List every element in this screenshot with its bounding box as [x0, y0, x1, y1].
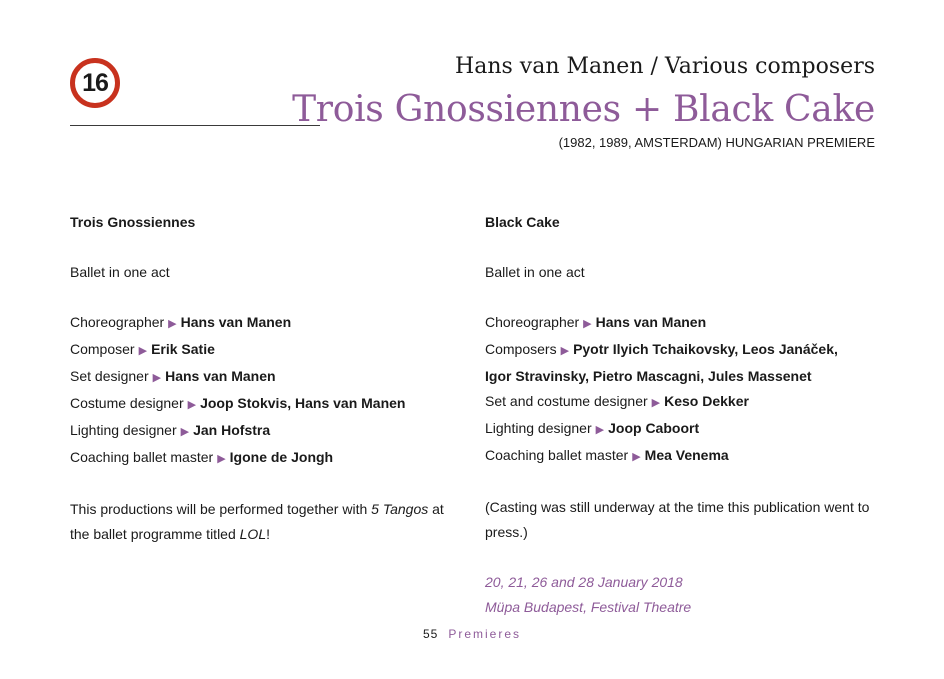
performance-venue: Müpa Budapest, Festival Theatre: [485, 599, 692, 615]
credit-row: [70, 445, 460, 472]
credit-name: Hans van Manen: [180, 314, 292, 330]
credit-row: [70, 337, 460, 364]
header-divider: [70, 125, 320, 126]
page-number-badge: [70, 58, 120, 108]
credit-name: Pyotr Ilyich Tchaikovsky, Leos Janáček,: [573, 341, 838, 357]
credit-name-continued: Igor Stravinsky, Pietro Mascagni, Jules Massenet: [485, 368, 812, 384]
note-title-lol: LOL: [239, 526, 267, 542]
credit-row: [70, 364, 460, 391]
triangle-right-icon: ▶: [560, 345, 570, 357]
performance-dates: 20, 21, 26 and 28 January 2018: [485, 574, 683, 590]
triangle-right-icon: ▶: [180, 426, 190, 438]
credit-role: Choreographer: [485, 314, 580, 330]
credit-row: [485, 443, 880, 470]
triangle-right-icon: ▶: [632, 451, 641, 463]
header-subtitle: (1982, 1989, AMSTERDAM) HUNGARIAN PREMIERE: [558, 135, 875, 150]
credit-row: [70, 391, 460, 418]
credit-role: Set and costume designer: [485, 393, 648, 409]
footer-page-number: 55: [422, 627, 439, 641]
credit-name: Hans van Manen: [165, 368, 276, 384]
left-heading: Trois Gnossiennes: [70, 214, 196, 230]
triangle-right-icon: ▶: [217, 453, 226, 465]
page-footer: [0, 627, 944, 641]
credit-name: Joop Stokvis, Hans van Manen: [200, 395, 406, 411]
credit-row: [485, 416, 880, 443]
right-heading: Black Cake: [485, 214, 560, 230]
credit-role: Composer: [70, 341, 135, 357]
triangle-right-icon: ▶: [187, 399, 197, 411]
credit-name: Igone de Jongh: [229, 449, 334, 465]
triangle-right-icon: ▶: [651, 397, 661, 409]
note-text: This productions will be performed together with: [70, 501, 372, 517]
credit-role: Composers: [485, 341, 557, 357]
triangle-right-icon: ▶: [583, 318, 592, 330]
credit-name: Erik Satie: [151, 341, 215, 357]
triangle-right-icon: ▶: [595, 424, 605, 436]
triangle-right-icon: ▶: [168, 318, 177, 330]
triangle-right-icon: ▶: [138, 345, 148, 357]
credit-role: Costume designer: [70, 395, 184, 411]
left-column: [70, 210, 460, 547]
credit-row: [485, 389, 880, 416]
credit-role: Coaching ballet master: [485, 447, 629, 463]
credit-role: Lighting designer: [485, 420, 592, 436]
credit-role: Lighting designer: [70, 422, 177, 438]
credit-role: Choreographer: [70, 314, 165, 330]
credit-name: Mea Venema: [644, 447, 729, 463]
triangle-right-icon: ▶: [152, 372, 162, 384]
footer-section: Premieres: [448, 627, 522, 641]
right-note: (Casting was still underway at the time this publication went to press.): [485, 499, 870, 540]
credit-row: [70, 418, 460, 445]
credit-row: [485, 310, 880, 337]
credit-name: Joop Caboort: [608, 420, 700, 436]
credit-role: Set designer: [70, 368, 149, 384]
right-type: Ballet in one act: [485, 264, 585, 280]
credit-name: Jan Hofstra: [193, 422, 271, 438]
credit-row: [70, 310, 460, 337]
badge-number: 16: [82, 68, 108, 97]
note-text: !: [266, 526, 270, 542]
left-note: [70, 497, 460, 547]
page-title: Trois Gnossiennes + Black Cake: [292, 89, 875, 130]
credit-role: Coaching ballet master: [70, 449, 214, 465]
credit-row: [485, 337, 880, 364]
left-type: Ballet in one act: [70, 264, 170, 280]
credit-name: Hans van Manen: [595, 314, 707, 330]
note-text: at the ballet programme titled: [70, 501, 444, 542]
note-title-5-tangos: 5 Tangos: [371, 501, 429, 517]
header-author: Hans van Manen / Various composers: [455, 54, 875, 79]
credit-name: Keso Dekker: [664, 393, 749, 409]
right-column: [485, 210, 880, 620]
